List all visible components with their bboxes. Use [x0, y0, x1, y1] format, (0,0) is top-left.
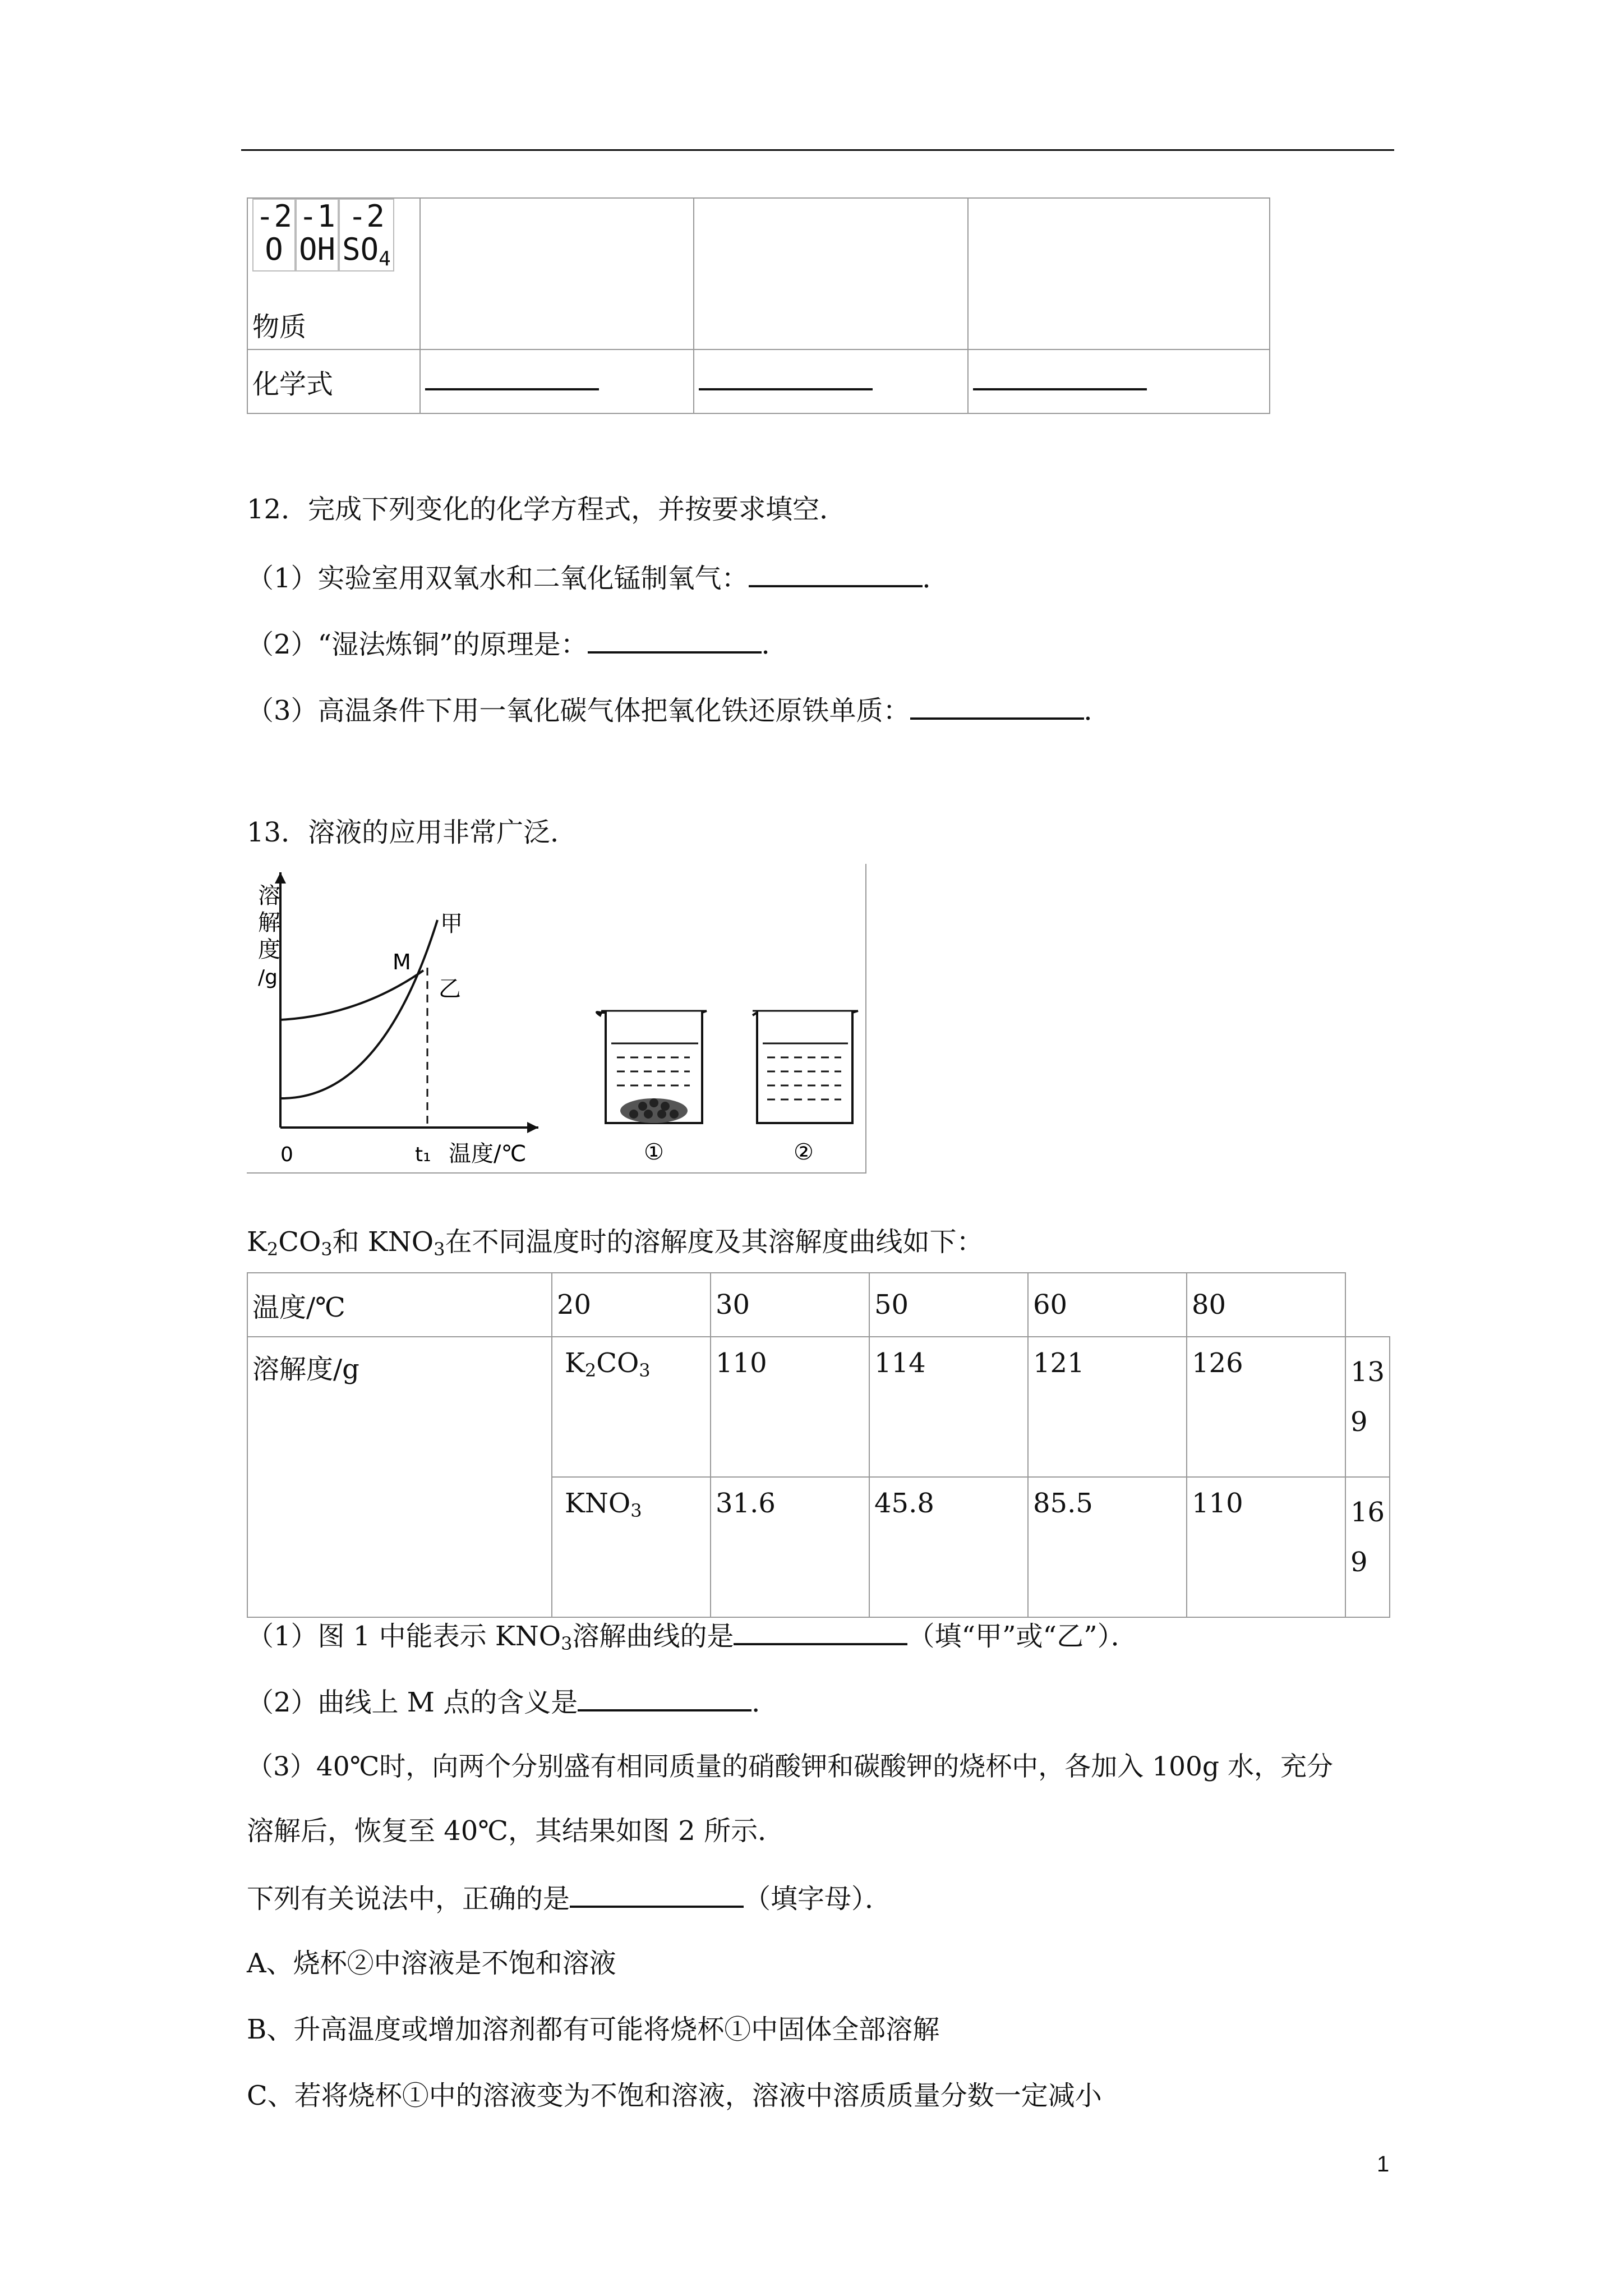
solubility-header: 溶解度/g [247, 1337, 552, 1617]
kno3-name: $KNO_3$ [552, 1477, 711, 1617]
answer-blank[interactable] [734, 1619, 907, 1645]
formula-cell-1 [420, 349, 694, 413]
header-rule [241, 149, 1394, 151]
beaker-1 [597, 1011, 707, 1123]
answer-blank[interactable] [578, 1685, 751, 1711]
substance-cell-2 [694, 198, 967, 349]
x-label: 温度/℃ [449, 1141, 527, 1167]
answer-blank[interactable] [749, 561, 923, 587]
solubility-figure [247, 864, 866, 1174]
substance-cell-1 [420, 198, 694, 349]
temp-cell: 20 [552, 1273, 711, 1337]
k2co3-value: 121 [1028, 1337, 1187, 1477]
k2co3-value: 114 [869, 1337, 1028, 1477]
option-c: C、若将烧杯①中的溶液变为不饱和溶液，溶液中溶质质量分数一定减小 [247, 2080, 1102, 2111]
y-label-4: /g [258, 966, 278, 989]
temp-header: 温度/℃ [247, 1273, 552, 1337]
q12-item-1: （1）实验室用双氧水和二氧化锰制氧气： ． [247, 561, 949, 595]
x-axis-arrow-icon [527, 1122, 538, 1133]
row-label-substance: 物质 [252, 311, 307, 343]
y-label-2: 解 [258, 910, 280, 936]
k2co3-value-wrapped: 13 9 [1345, 1337, 1390, 1477]
formula-cell-2 [694, 349, 967, 413]
q13-stem: 13．溶液的应用非常广泛． [247, 817, 578, 848]
y-label-1: 溶 [258, 883, 280, 909]
temp-cell: 50 [869, 1273, 1028, 1337]
q13-sub-3-line-1: （3）40℃时，向两个分别盛有相同质量的硝酸钾和碳酸钾的烧杯中，各加入 100g 水，充分 [247, 1751, 1333, 1782]
valence-label-cell [247, 198, 420, 349]
q12-item-3: （3）高温条件下用一氧化碳气体把氧化铁还原铁单质： ． [247, 693, 1111, 728]
temp-cell: 30 [711, 1273, 869, 1337]
solubility-table [247, 1272, 1390, 1618]
q13-sub-1: （1）图 1 中能表示 $KNO_3$溶解曲线的是 （填“甲”或“乙”）． [247, 1619, 1138, 1655]
k2co3-value: 126 [1187, 1337, 1345, 1477]
curve-jia-label: 甲 [440, 911, 463, 937]
page-number: 1 [1377, 2152, 1390, 2177]
substance-cell-3 [968, 198, 1270, 349]
q13-sub-3-line-2: 溶解后，恢复至 40℃，其结果如图 2 所示． [247, 1815, 785, 1847]
answer-blank[interactable] [910, 693, 1084, 720]
formula-cell-3 [968, 349, 1270, 413]
kno3-value-wrapped: 16 9 [1345, 1477, 1390, 1617]
q13-choose: 下列有关说法中，正确的是 （填字母）． [247, 1881, 892, 1916]
beaker-2 [753, 1011, 858, 1123]
kno3-value: 110 [1187, 1477, 1345, 1617]
y-axis-arrow-icon [275, 872, 286, 884]
temp-cell: 60 [1028, 1273, 1187, 1337]
temp-cell: 80 [1187, 1273, 1345, 1337]
valence-ion-so4: -2 SO4 [339, 199, 394, 272]
y-label-3: 度 [258, 937, 280, 963]
origin-label: 0 [280, 1143, 293, 1166]
kno3-value: 85.5 [1028, 1477, 1187, 1617]
beaker-1-label: ① [644, 1139, 664, 1165]
kno3-value: 31.6 [711, 1477, 869, 1617]
q12-item-2: （2）“湿法炼铜”的原理是： ． [247, 627, 789, 661]
k2co3-name: $K_2CO_3$ [552, 1337, 711, 1477]
valence-ion-o: -2 O [252, 199, 296, 272]
option-b: B、升高温度或增加溶剂都有可能将烧杯①中固体全部溶解 [247, 2014, 940, 2045]
option-a: A、烧杯②中溶液是不饱和溶液 [247, 1948, 616, 1979]
q12-stem: 12．完成下列变化的化学方程式，并按要求填空． [247, 494, 847, 525]
curve-yi [280, 970, 423, 1020]
answer-blank[interactable] [588, 627, 762, 654]
row-label-formula: 化学式 [247, 349, 420, 413]
kno3-value: 45.8 [869, 1477, 1028, 1617]
valence-table [247, 197, 1270, 414]
curve-yi-label: 乙 [439, 976, 461, 1002]
answer-blank[interactable] [570, 1881, 744, 1908]
k2co3-value: 110 [711, 1337, 869, 1477]
empty-cell [1345, 1273, 1390, 1337]
valence-ion-oh: -1 OH [296, 199, 339, 272]
point-m-label: M [393, 950, 411, 974]
q13-sub-2: （2）曲线上 M 点的含义是 ． [247, 1685, 778, 1719]
t1-label: t₁ [415, 1143, 431, 1166]
curve-jia [280, 920, 437, 1098]
beaker-2-label: ② [794, 1139, 814, 1165]
table-intro: $K_2CO_3$和 $KNO_3$在不同温度时的溶解度及其溶解度曲线如下： [247, 1226, 984, 1260]
figure-svg [247, 864, 865, 1172]
